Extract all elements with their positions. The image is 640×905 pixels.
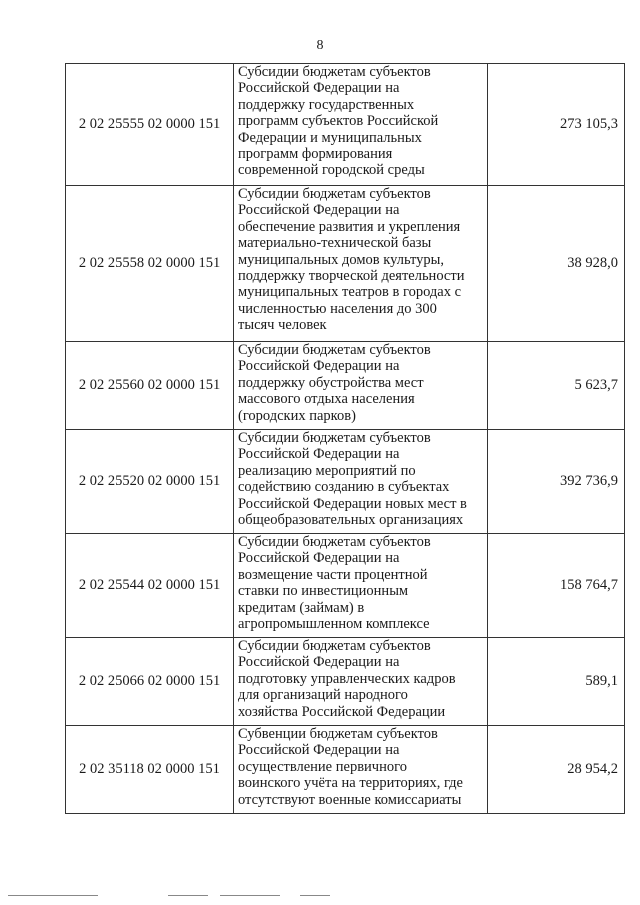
description-text: Субсидии бюджетам субъектов Российской Федерации на реализацию мероприятий по содействию созданию в субъектах Российской Федерации новых мест в общеобразовательных организациях [238,430,467,529]
table-row [66,430,625,534]
amount-cell: 273 105,3 [488,64,625,186]
budget-code-cell: 2 02 25555 02 0000 151 [66,64,234,186]
description-cell [234,64,488,186]
scan-mark [168,895,208,896]
description-cell [234,430,488,534]
description-cell [234,534,488,638]
scan-mark [8,895,98,896]
description-cell [234,186,488,342]
amount-cell: 38 928,0 [488,186,625,342]
budget-code-cell: 2 02 35118 02 0000 151 [66,726,234,814]
budget-code-cell: 2 02 25558 02 0000 151 [66,186,234,342]
description-cell [234,638,488,726]
table-row [66,726,625,814]
table-row [66,186,625,342]
amount-cell: 158 764,7 [488,534,625,638]
budget-code-cell: 2 02 25560 02 0000 151 [66,342,234,430]
table-row [66,64,625,186]
description-cell [234,726,488,814]
table-row [66,534,625,638]
description-text: Субсидии бюджетам субъектов Российской Федерации на поддержку государственных программ субъектов Российской Федерации и муниципальных программ формирования современной городской среды [238,64,439,179]
description-text: Субсидии бюджетам субъектов Российской Федерации на подготовку управленческих кадров для организаций народного хозяйства Российской Федерации [238,638,456,720]
budget-code-cell: 2 02 25544 02 0000 151 [66,534,234,638]
budget-table [65,63,625,814]
page-number: 8 [316,38,324,53]
description-text: Субвенции бюджетам субъектов Российской Федерации на осуществление первичного воинского учёта на территориях, где отсутствуют военные комиссариаты [238,726,463,808]
amount-cell: 589,1 [488,638,625,726]
description-text: Субсидии бюджетам субъектов Российской Федерации на обеспечение развития и укрепления материально-технической базы муниципальных домов культуры, поддержку творческой деятельности муниципальных театров в городах с численностью населения до 300 тысяч человек [238,186,465,334]
scan-mark [300,895,330,896]
budget-code-cell: 2 02 25520 02 0000 151 [66,430,234,534]
scan-footer-marks [0,893,640,899]
description-text: Субсидии бюджетам субъектов Российской Федерации на поддержку обустройства мест массового отдыха населения (городских парков) [238,342,431,424]
table-row [66,342,625,430]
scan-mark [220,895,280,896]
description-cell [234,342,488,430]
amount-cell: 5 623,7 [488,342,625,430]
amount-cell: 392 736,9 [488,430,625,534]
amount-cell: 28 954,2 [488,726,625,814]
table-row [66,638,625,726]
budget-code-cell: 2 02 25066 02 0000 151 [66,638,234,726]
description-text: Субсидии бюджетам субъектов Российской Федерации на возмещение части процентной ставки по инвестиционным кредитам (займам) в агропромышленном комплексе [238,534,431,633]
